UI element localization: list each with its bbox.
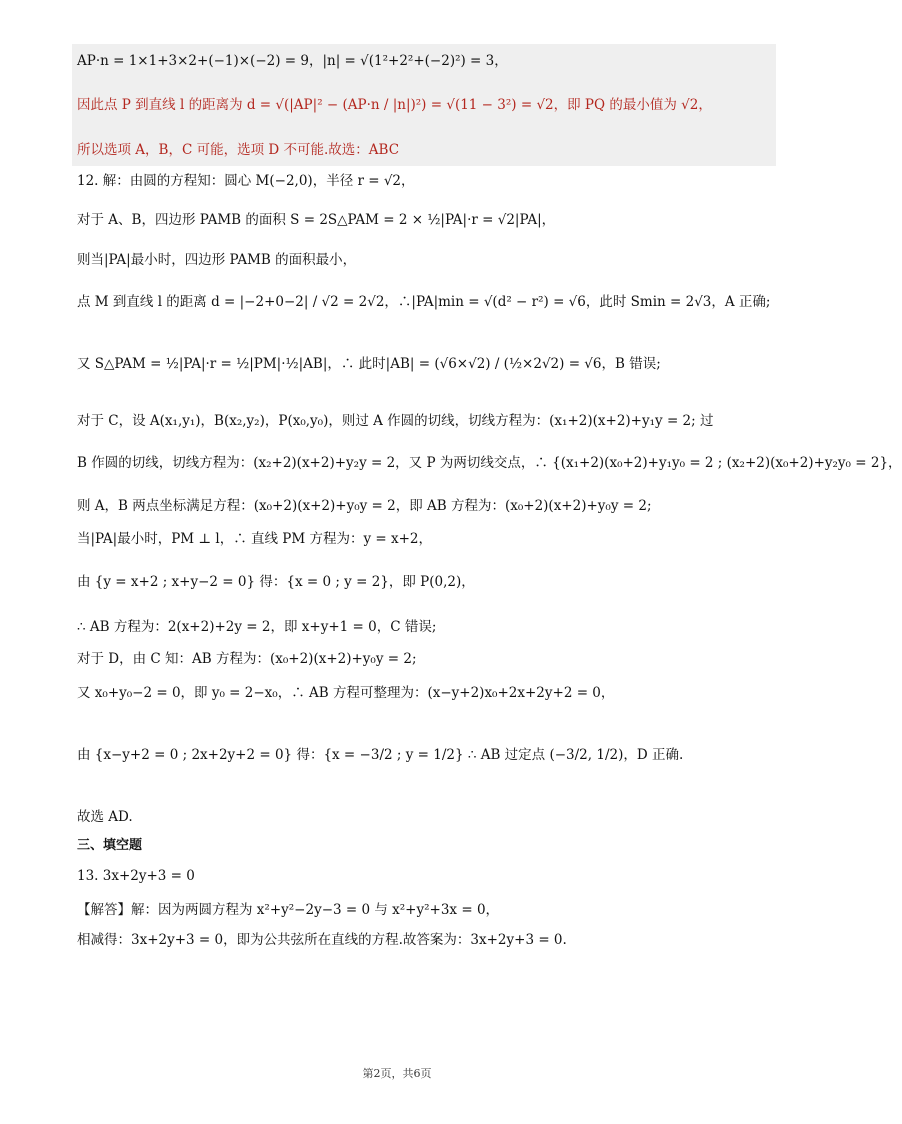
q12-line-11: ∴ AB 方程为：2(x+2)+2y = 2，即 x+y+1 = 0，C 错误; xyxy=(77,619,437,635)
q13-answer: 13. 3x+2y+3 = 0 xyxy=(77,868,195,884)
q12-line-5: 又 S△PAM = ½|PA|·r = ½|PM|·½|AB|，∴ 此时|AB| = (√6×√2) / (½×2√2) = √6，B 错误; xyxy=(77,356,661,372)
q12-line-15: 故选 AD. xyxy=(77,809,133,825)
q12-line-1: 12. 解：由圆的方程知：圆心 M(−2,0)，半径 r = √2， xyxy=(77,173,415,189)
q13-solution-2: 相减得：3x+2y+3 = 0，即为公共弦所在直线的方程.故答案为：3x+2y+3 = 0. xyxy=(77,932,567,948)
section-heading: 三、填空题 xyxy=(77,838,143,853)
q12-line-3: 则当|PA|最小时，四边形 PAMB 的面积最小， xyxy=(77,252,357,268)
q12-line-4: 点 M 到直线 l 的距离 d = |−2+0−2| / √2 = 2√2，∴|PA|min = √(d² − r²) = √6，此时 Smin = 2√3，A 正确; xyxy=(77,294,771,310)
box-line-1: AP·n = 1×1+3×2+(−1)×(−2) = 9，|n| = √(1²+2²+(−2)²) = 3， xyxy=(77,53,508,69)
box-line-3: 所以选项 A，B，C 可能，选项 D 不可能.故选：ABC xyxy=(77,142,400,158)
q12-line-7: B 作圆的切线，切线方程为：(x₂+2)(x+2)+y₂y = 2，又 P 为两切线交点，∴ {(x₁+2)(x₀+2)+y₁y₀ = 2 ; (x₂+2)(x₀+2)+y₂y₀ = 2}， xyxy=(77,455,902,471)
q12-line-10: 由 {y = x+2 ; x+y−2 = 0} 得：{x = 0 ; y = 2}，即 P(0,2)， xyxy=(77,574,475,590)
q12-line-6: 对于 C，设 A(x₁,y₁)，B(x₂,y₂)，P(x₀,y₀)，则过 A 作圆的切线，切线方程为：(x₁+2)(x+2)+y₁y = 2; 过 xyxy=(77,413,714,429)
box-line-2: 因此点 P 到直线 l 的距离为 d = √(|AP|² − (AP·n / |n|)²) = √(11 − 3²) = √2，即 PQ 的最小值为 √2， xyxy=(77,97,712,113)
q12-line-12: 对于 D，由 C 知：AB 方程为：(x₀+2)(x+2)+y₀y = 2; xyxy=(77,651,417,667)
q12-line-13: 又 x₀+y₀−2 = 0，即 y₀ = 2−x₀，∴ AB 方程可整理为：(x−y+2)x₀+2x+2y+2 = 0， xyxy=(77,685,615,701)
page-footer: 第2页，共6页 xyxy=(362,1067,432,1080)
q13-solution-1: 【解答】解：因为两圆方程为 x²+y²−2y−3 = 0 与 x²+y²+3x = 0， xyxy=(77,902,500,918)
q12-line-9: 当|PA|最小时，PM ⊥ l，∴ 直线 PM 方程为：y = x+2， xyxy=(77,531,433,547)
q12-line-2: 对于 A、B，四边形 PAMB 的面积 S = 2S△PAM = 2 × ½|PA|·r = √2|PA|， xyxy=(77,212,556,228)
q12-line-8: 则 A，B 两点坐标满足方程：(x₀+2)(x+2)+y₀y = 2，即 AB 方程为：(x₀+2)(x+2)+y₀y = 2; xyxy=(77,498,652,514)
q12-line-14: 由 {x−y+2 = 0 ; 2x+2y+2 = 0} 得：{x = −3/2 ; y = 1/2} ∴ AB 过定点 (−3/2, 1/2)，D 正确. xyxy=(77,747,684,763)
